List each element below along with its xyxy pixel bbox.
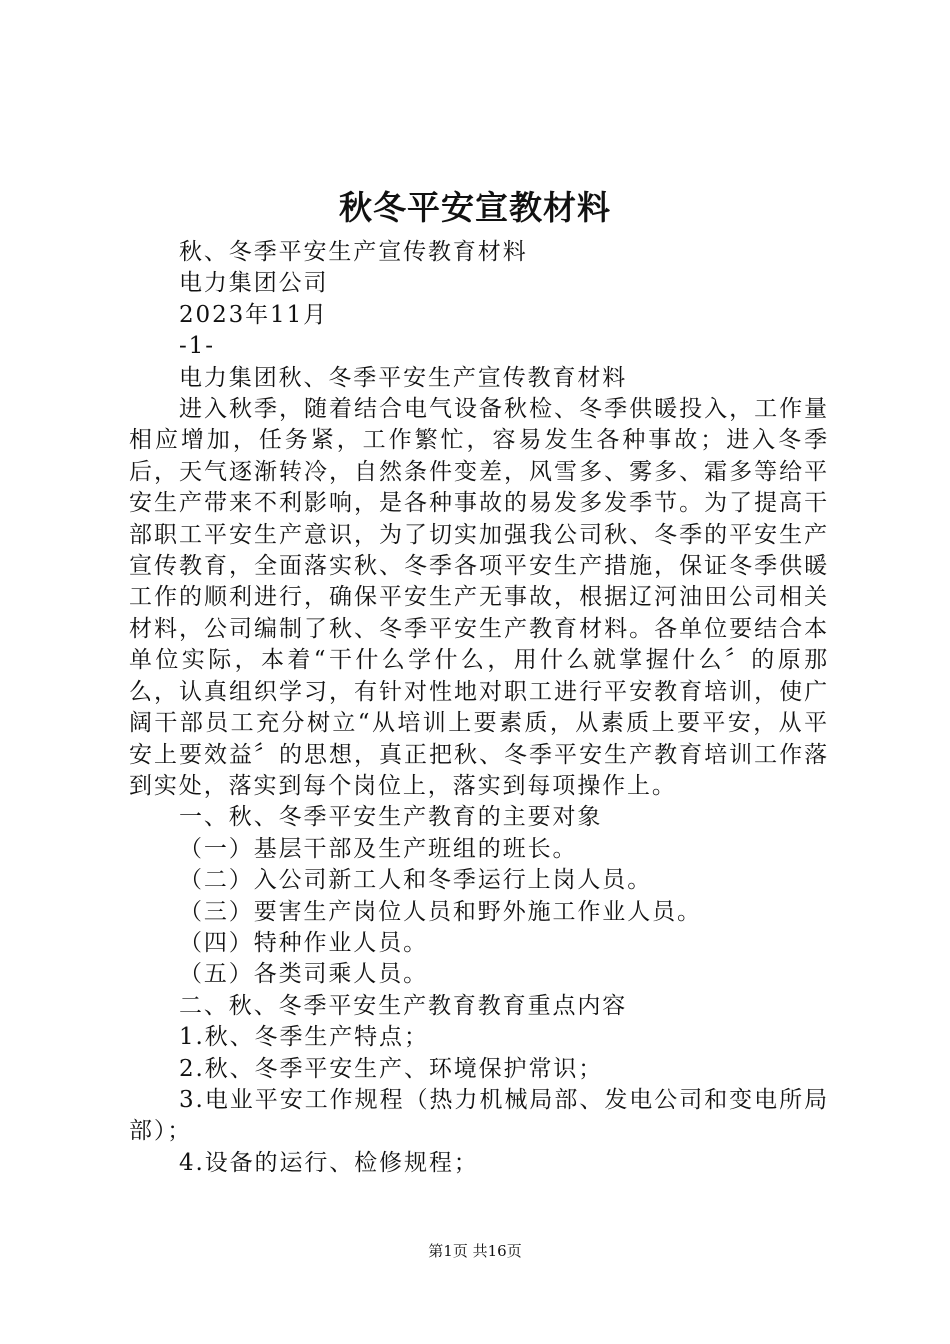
list-item: 3.电业平安工作规程（热力机械局部、发电公司和变电所局部）；	[129, 1086, 829, 1145]
page-footer: 第1页 共16页	[428, 1242, 522, 1260]
paragraph-heading: 电力集团秋、冬季平安生产宣传教育材料	[179, 364, 628, 391]
document-body	[129, 237, 829, 1179]
section-heading-1: 一、秋、冬季平安生产教育的主要对象	[179, 804, 603, 831]
list-item: （四）特种作业人员。	[179, 929, 428, 956]
list-item: （三）要害生产岗位人员和野外施工作业人员。	[179, 898, 702, 925]
paragraph-page-marker: -1-	[179, 333, 215, 360]
section-heading-2: 二、秋、冬季平安生产教育教育重点内容	[179, 992, 628, 1019]
list-item: 2.秋、冬季平安生产、环境保护常识；	[179, 1055, 604, 1082]
paragraph-date: 2023年11月	[179, 301, 328, 328]
document-title: 秋冬平安宣教材料	[339, 188, 611, 227]
list-item: （五）各类司乘人员。	[179, 961, 428, 988]
list-item: 4.设备的运行、检修规程；	[179, 1149, 479, 1176]
paragraph-intro: 进入秋季，随着结合电气设备秋检、冬季供暖投入，工作量相应增加，任务紧，工作繁忙，容易发生各种事故；进入冬季后，天气逐渐转冷，自然条件变差，风雪多、雾多、霜多等给平安生产带来不利影响，是各种事故的易发多发季节。为了提高干部职工平安生产意识，为了切实加强我公司秋、冬季的平安生产宣传教育，全面落实秋、冬季各项平安生产措施，保证冬季供暖工作的顺利进行，确保平安生产无事故，根据辽河油田公司相关材料，公司编制了秋、冬季平安生产教育材料。各单位要结合本单位实际，本着“干什么学什么，用什么就掌握什么〞的原那么，认真组织学习，有针对性地对职工进行平安教育培训，使广阔干部员工充分树立“从培训上要素质，从素质上要平安，从平安上要效益〞的思想，真正把秋、冬季平安生产教育培训工作落到实处，落实到每个岗位上，落实到每项操作上。	[129, 396, 829, 799]
list-item: （一）基层干部及生产班组的班长。	[179, 835, 578, 862]
paragraph-subtitle: 秋、冬季平安生产宣传教育材料	[179, 239, 528, 265]
list-item: 1.秋、冬季生产特点；	[179, 1024, 429, 1051]
list-item: （二）入公司新工人和冬季运行上岗人员。	[179, 867, 653, 894]
paragraph-issuer: 电力集团公司	[179, 270, 329, 297]
